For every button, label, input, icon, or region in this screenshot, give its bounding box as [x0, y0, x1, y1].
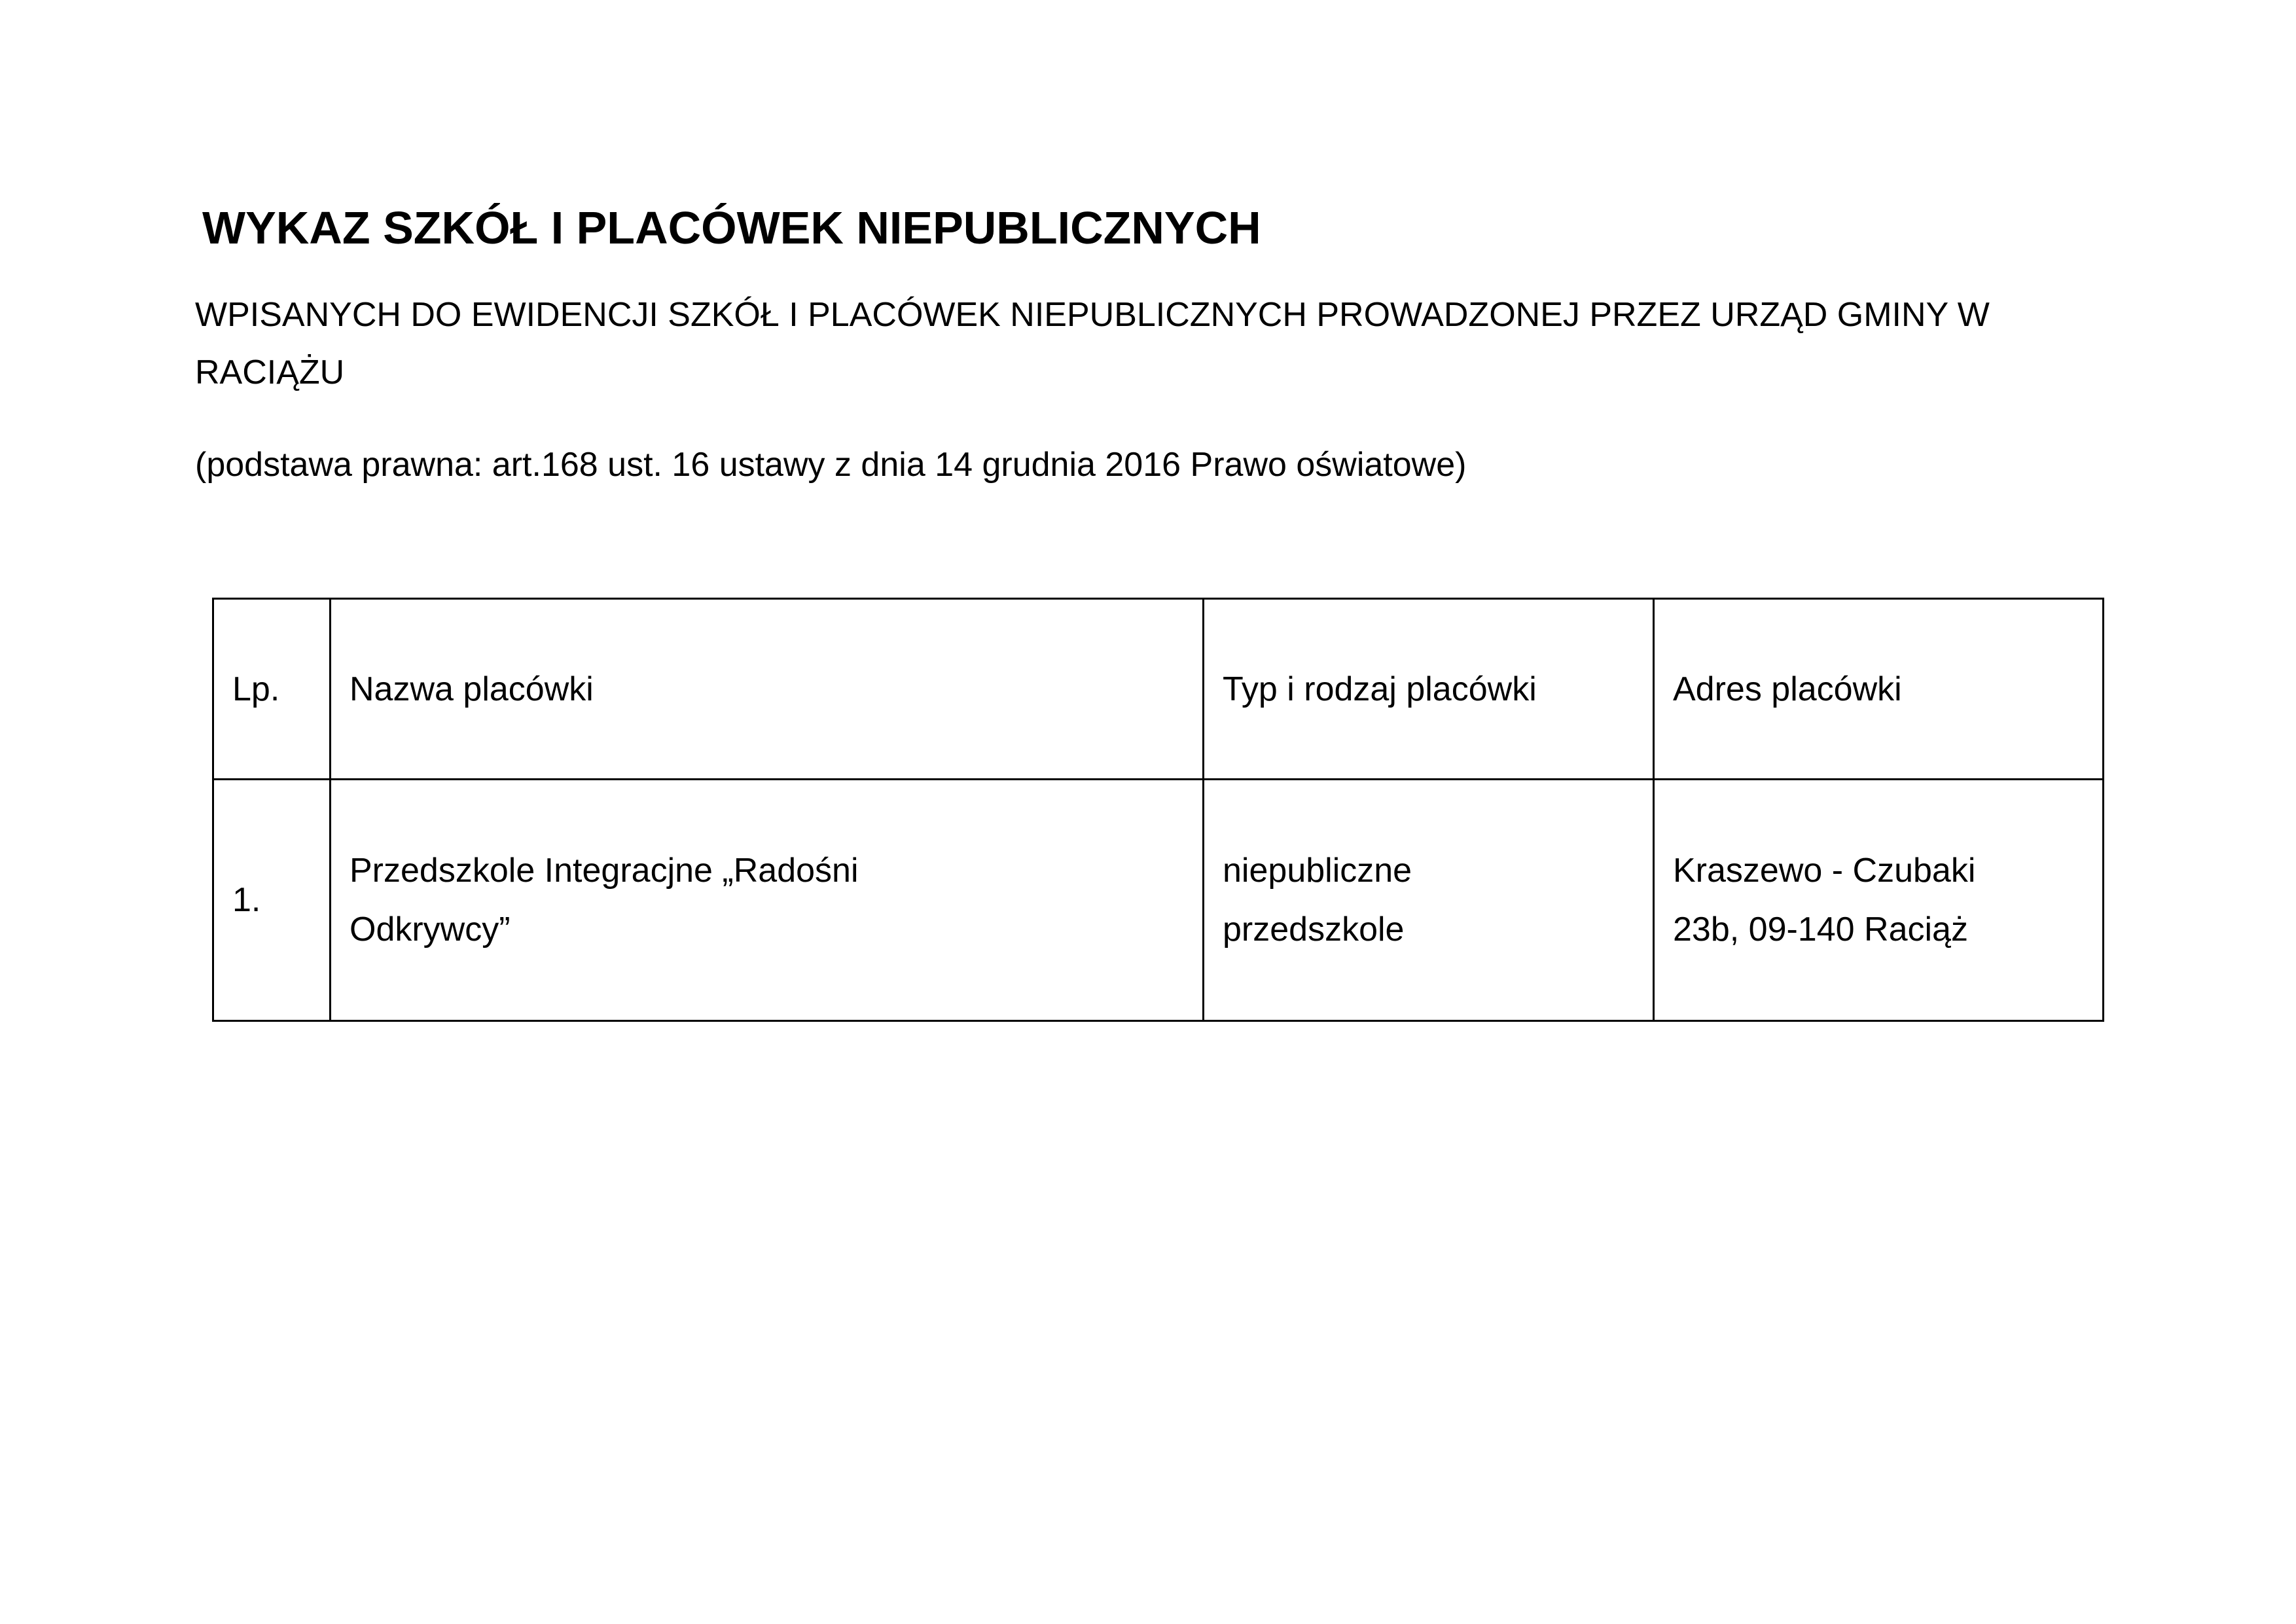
header-typ-i-rodzaj: Typ i rodzaj placówki [1204, 599, 1654, 780]
document-subtitle [195, 286, 1990, 401]
cell-typ-placowki [1204, 780, 1654, 1021]
adres-line-1: Kraszewo - Czubaki [1673, 852, 1976, 890]
nazwa-line-1: Przedszkole Integracjne „Radośni [350, 852, 859, 890]
cell-nazwa-placowki [331, 780, 1204, 1021]
page-title: WYKAZ SZKÓŁ I PLACÓWEK NIEPUBLICZNYCH [202, 202, 1261, 253]
header-nazwa-placowki: Nazwa placówki [331, 599, 1204, 780]
adres-line-2: 23b, 09-140 Raciąż [1673, 911, 1968, 948]
cell-adres-placowki [1654, 780, 2104, 1021]
table-header-row [213, 599, 2104, 780]
header-adres-placowki: Adres placówki [1654, 599, 2104, 780]
nazwa-line-2: Odkrywcy” [350, 911, 511, 948]
legal-basis-note: (podstawa prawna: art.168 ust. 16 ustawy z dnia 14 grudnia 2016 Prawo oświatowe) [195, 446, 1467, 484]
cell-lp: 1. [213, 780, 331, 1021]
facilities-table [212, 598, 2104, 1022]
subtitle-line-2: RACIĄŻU [195, 353, 345, 391]
table-row [213, 780, 2104, 1021]
header-lp: Lp. [213, 599, 331, 780]
subtitle-line-1: WPISANYCH DO EWIDENCJI SZKÓŁ I PLACÓWEK NIEPUBLICZNYCH PROWADZONEJ PRZEZ URZĄD GMINY W [195, 296, 1990, 334]
typ-line-2: przedszkole [1223, 911, 1405, 948]
typ-line-1: niepubliczne [1223, 852, 1412, 890]
